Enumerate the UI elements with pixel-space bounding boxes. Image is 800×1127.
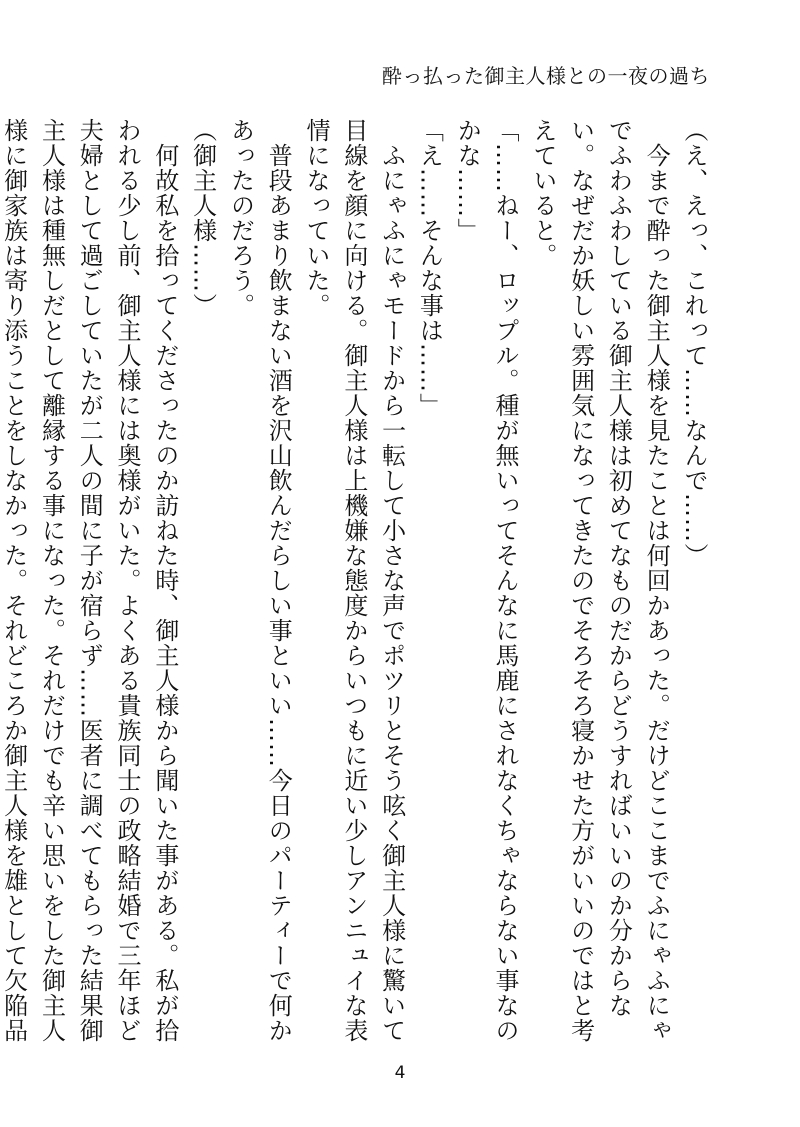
paragraph-1: （え、えっ、これって……なんで……） — [680, 118, 708, 568]
page-number: 4 — [394, 1063, 406, 1083]
paragraph-2: 今まで酔った御主人様を見たことは何回かあった。だけどここまでふにゃふにゃでふわふわしている御主人様は初めてなものだからどうすればいいのか分からない。なぜだか妖しい雰囲気になってきたのでそろそろ寝かせた方がいいのではと考えていると。 — [528, 118, 671, 1043]
paragraph-8: 何故私を拾ってくださったのか訪ねた時、御主人様から聞いた事がある。私が拾われる少し前、御主人様には奥様がいた。よくある貴族同士の政略結婚で三年ほど夫婦として過ごしていたが二人の間に子が宿らず……医者に調べてもらった結果御主人様は種無しだとして離縁する事になった。それだけでも辛い思いをした御主人様に御家族は寄り添うことをしなかった。それどころか御主人様を雄として欠陥品 — [0, 118, 179, 1043]
paragraph-6: 普段あまり飲まない酒を沢山飲んだらしい事といい……今日のパーティーで何かあったのだろう。 — [226, 118, 293, 1043]
vertical-body-text — [0, 118, 712, 1048]
paragraph-3: 「……ねー、ロップル。種が無いってそんなに馬鹿にされなくちゃならない事なのかな……」 — [453, 118, 520, 1043]
paragraph-4: 「え……そんな事は……」 — [415, 118, 444, 418]
paragraph-5: ふにゃふにゃモードから一転して小さな声でポツリとそう呟く御主人様に驚いて目線を顔に向ける。御主人様は上機嫌な態度からいつもに近い少しアンニュイな表情になっていた。 — [302, 118, 406, 1043]
paragraph-7: （御主人様……） — [188, 118, 217, 318]
running-header-title: 酔っ払った御主人様との一夜の過ち — [382, 64, 710, 88]
